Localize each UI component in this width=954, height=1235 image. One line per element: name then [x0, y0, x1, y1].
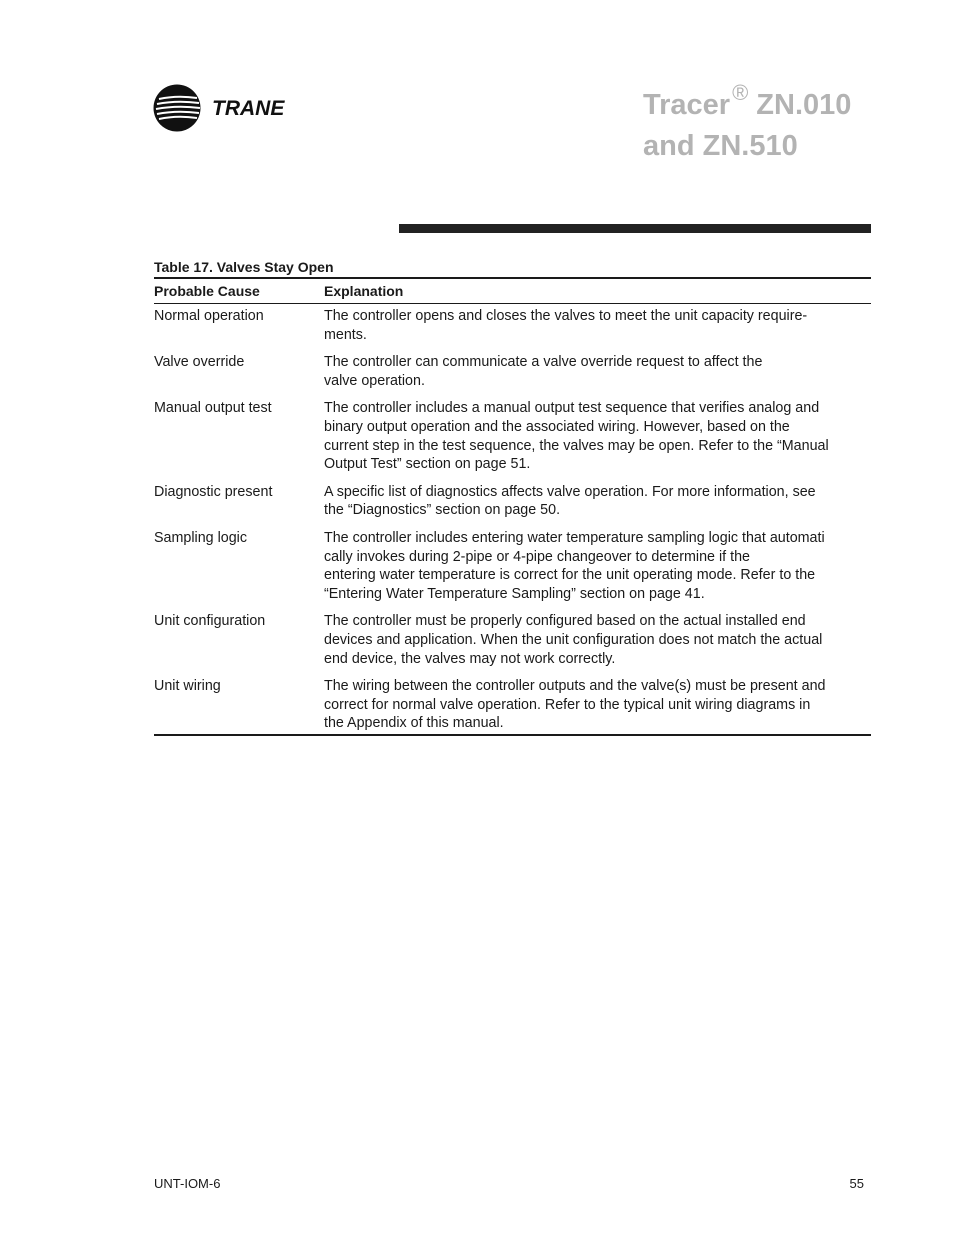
- explanation-cell: [324, 483, 871, 520]
- explanation-cell: [324, 399, 871, 473]
- section-rule: [399, 224, 871, 233]
- explanation-cell: [324, 307, 871, 344]
- title-product: Tracer: [643, 89, 731, 121]
- title-line2: and ZN.510: [643, 130, 798, 162]
- explanation-cell: [324, 529, 871, 603]
- explanation-line: valve operation.: [324, 372, 425, 389]
- probable-cause-cell: Manual output test: [154, 400, 272, 417]
- explanation-line: The wiring between the controller outputs and the valve(s) must be present and: [324, 678, 826, 695]
- explanation-line: The controller must be properly configured based on the actual installed end: [324, 613, 806, 630]
- table-body: [154, 304, 871, 734]
- explanation-line: The controller opens and closes the valves to meet the unit capacity require-: [324, 308, 808, 324]
- explanation-line: end device, the valves may not work correctly.: [324, 650, 616, 667]
- explanation-line: ments.: [324, 326, 367, 343]
- explanation-cell: [324, 677, 871, 733]
- table-row: [154, 353, 871, 390]
- footer-doc-code: UNT-IOM-6: [154, 1176, 221, 1191]
- probable-cause-cell: Unit wiring: [154, 678, 221, 695]
- probable-cause-cell: Diagnostic present: [154, 483, 273, 500]
- explanation-line: correct for normal valve operation. Refer to the typical unit wiring diagrams in: [324, 696, 811, 713]
- probable-cause-cell: Sampling logic: [154, 529, 247, 546]
- table-row: [154, 612, 871, 668]
- explanation-cell: [324, 612, 871, 668]
- probable-cause-cell: Valve override: [154, 354, 245, 371]
- document-title: [643, 72, 933, 167]
- explanation-line: current step in the test sequence, the valves may be open. Refer to the “Manual: [324, 437, 829, 454]
- explanation-line: cally invokes during 2-pipe or 4-pipe changeover to determine if the: [324, 548, 750, 565]
- explanation-line: the Appendix of this manual.: [324, 715, 504, 732]
- explanation-line: “Entering Water Temperature Sampling” section on page 41.: [324, 585, 705, 602]
- explanation-line: entering water temperature is correct for the unit operating mode. Refer to the: [324, 567, 816, 584]
- column-header-cause: Probable Cause: [154, 283, 260, 299]
- explanation-cell: [324, 353, 871, 390]
- valves-stay-open-table: [154, 277, 871, 736]
- explanation-line: A specific list of diagnostics affects valve operation. For more information, see: [324, 483, 816, 500]
- explanation-line: The controller can communicate a valve override request to affect the: [324, 354, 763, 371]
- table-caption: Table 17. Valves Stay Open: [154, 259, 334, 275]
- probable-cause-cell: Normal operation: [154, 308, 264, 324]
- footer-page-number: 55: [849, 1176, 864, 1191]
- table-row: [154, 483, 871, 520]
- registered-mark: ®: [732, 80, 749, 105]
- table-header-row: [154, 279, 871, 304]
- probable-cause-cell: Unit configuration: [154, 613, 266, 630]
- title-model: ZN.010: [756, 89, 852, 121]
- explanation-line: The controller includes a manual output test sequence that verifies analog and: [324, 400, 820, 417]
- explanation-line: binary output operation and the associated wiring. However, based on the: [324, 418, 790, 435]
- explanation-line: the “Diagnostics” section on page 50.: [324, 502, 561, 519]
- trane-wordmark: TRANE: [212, 97, 285, 120]
- trane-logo-icon: [153, 84, 303, 134]
- explanation-line: Output Test” section on page 51.: [324, 456, 531, 473]
- table-row: [154, 677, 871, 733]
- explanation-line: devices and application. When the unit configuration does not match the actual: [324, 631, 823, 648]
- column-header-explanation: Explanation: [324, 283, 404, 299]
- explanation-line: The controller includes entering water temperature sampling logic that automati: [324, 529, 825, 546]
- table-row: [154, 529, 871, 603]
- trane-logo: [153, 84, 303, 134]
- table-row: [154, 399, 871, 473]
- table-row: [154, 307, 871, 344]
